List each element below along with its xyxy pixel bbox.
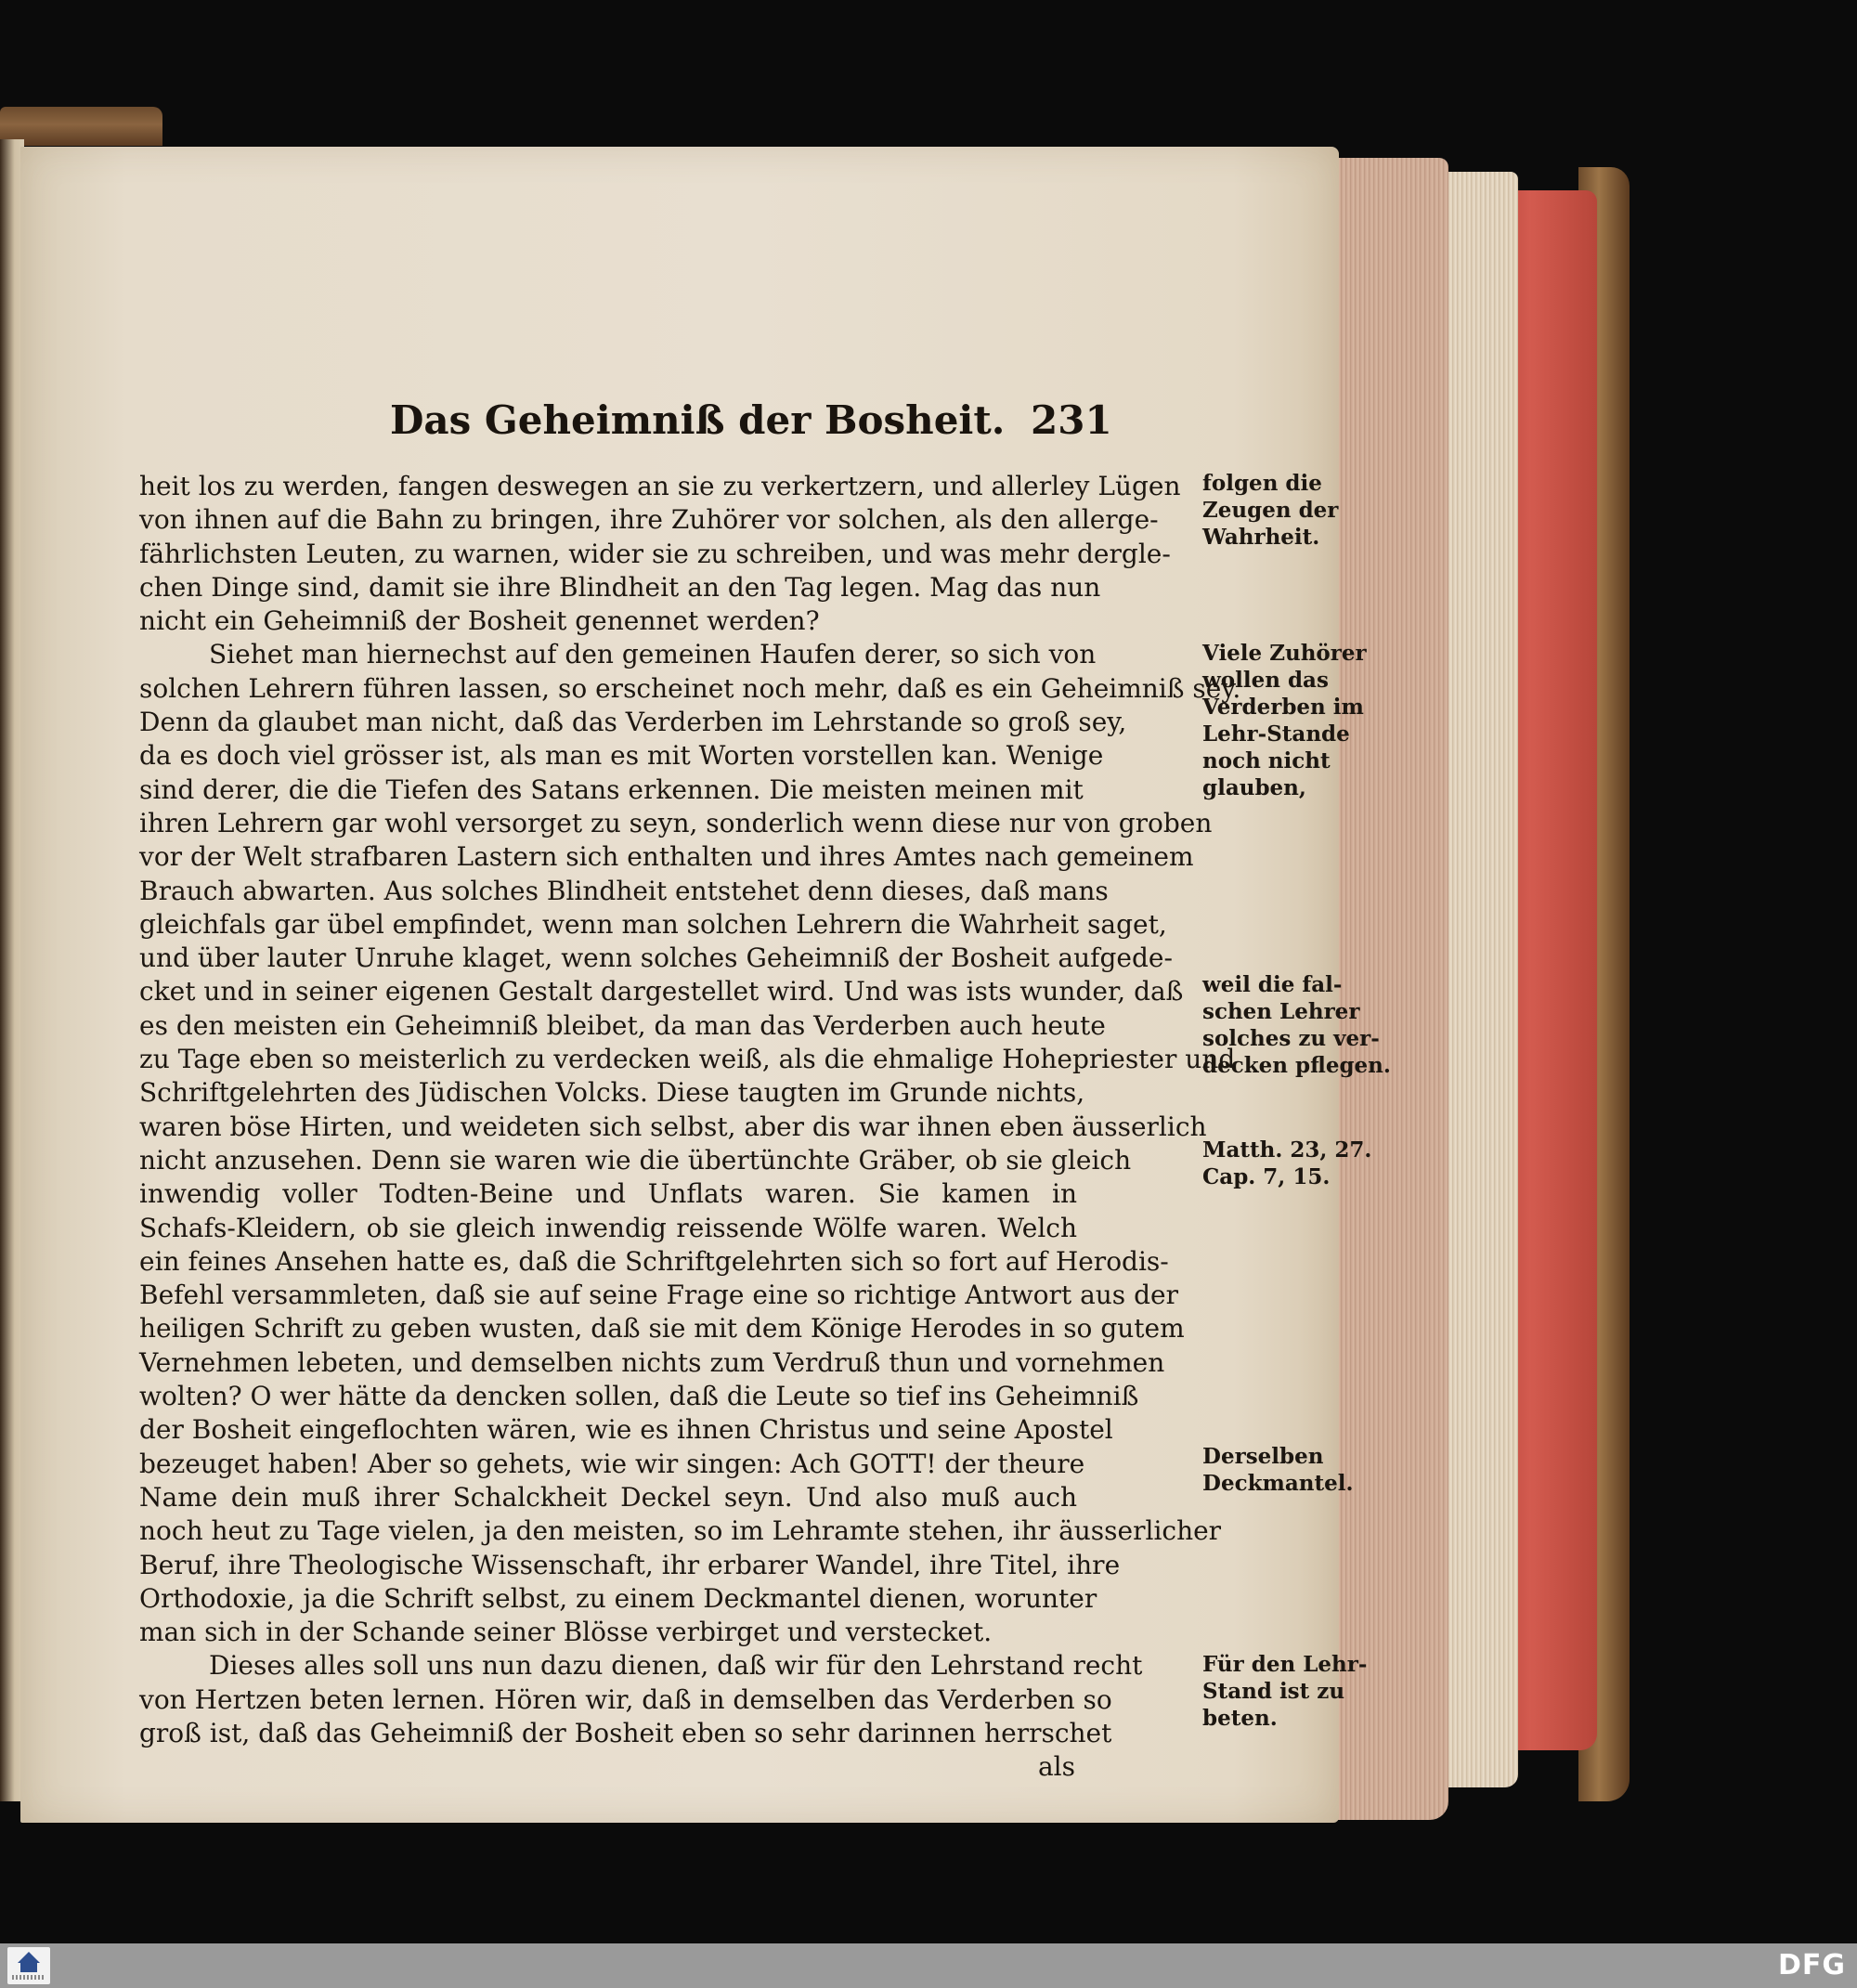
text-line: Dieses alles soll uns nun dazu dienen, daß wir für den Lehrstand recht [209, 1650, 1143, 1682]
text-line: Schafs-Kleidern, ob sie gleich inwendig reissende Wölfe waren. Welch [139, 1212, 1077, 1243]
text-line: Vernehmen lebeten, und demselben nichts zum Verdruß thun und vornehmen [139, 1346, 1165, 1378]
book-page [20, 147, 1391, 1823]
margin-note: weil die fal- schen Lehrer solches zu ver- decken pflegen. [1202, 972, 1391, 1078]
text-line: fährlichsten Leuten, zu warnen, wider sie zu schreiben, und was mehr dergle- [139, 538, 1171, 569]
text-line: es den meisten ein Geheimniß bleibet, da man das Verderben auch heute [139, 1009, 1106, 1041]
text-line: groß ist, daß das Geheimniß der Bosheit eben so sehr darinnen herrschet [139, 1717, 1112, 1748]
text-line: da es doch viel grösser ist, als man es mit Worten vorstellen kan. Wenige [139, 740, 1104, 772]
text-line: von Hertzen beten lernen. Hören wir, daß in demselben das Verderben so [139, 1683, 1112, 1715]
margin-note: Derselben Deckmantel. [1202, 1444, 1354, 1496]
text-line: heit los zu werden, fangen deswegen an sie zu verkertzern, und allerley Lügen [139, 471, 1181, 501]
text-line: Siehet man hiernechst auf den gemeinen Haufen derer, so sich von [209, 639, 1097, 670]
viewer-footer-bar [0, 1943, 1857, 1988]
text-line: nicht ein Geheimniß der Bosheit genennet werden? [139, 605, 820, 637]
page-block-edge-inner [1444, 172, 1518, 1787]
text-line: man sich in der Schande seiner Blösse verbirget und verstecket. [139, 1617, 993, 1648]
margin-note: Viele Zuhörer wollen das Verderben im Lehr-Stande noch nicht glauben, [1202, 641, 1367, 800]
text-line: nicht anzusehen. Denn sie waren wie die übertünchte Gräber, ob sie gleich [139, 1144, 1132, 1176]
text-line: solchen Lehrern führen lassen, so erscheinet noch mehr, daß es ein Geheimniß sey. [139, 672, 1241, 704]
text-line: vor der Welt strafbaren Lastern sich enthalten und ihres Amtes nach gemeinem [139, 841, 1194, 873]
text-line: inwendig voller Todten-Beine und Unflats waren. Sie kamen in [139, 1178, 1077, 1210]
text-line: zu Tage eben so meisterlich zu verdecken weiß, als die ehmalige Hohepriester und [139, 1044, 1236, 1075]
institution-logo-icon [7, 1947, 50, 1984]
text-line: und über lauter Unruhe klaget, wenn solches Geheimniß der Bosheit aufgede- [139, 942, 1173, 974]
page-number: 231 [1031, 397, 1112, 443]
text-line: Denn da glaubet man nicht, daß das Verderben im Lehrstande so groß sey, [139, 707, 1127, 738]
text-line: ihren Lehrern gar wohl versorget zu seyn, sonderlich wenn diese nur von groben [139, 807, 1213, 838]
margin-note: folgen die Zeugen der Wahrheit. [1202, 471, 1339, 550]
text-line: Schriftgelehrten des Jüdischen Volcks. Diese taugten im Grunde nichts, [139, 1077, 1085, 1109]
text-line: Brauch abwarten. Aus solches Blindheit entstehet denn dieses, daß mans [139, 875, 1109, 906]
text-line: heiligen Schrift zu geben wusten, daß sie mit dem Könige Herodes in so gutem [139, 1313, 1185, 1345]
text-line: wolten? O wer hätte da dencken sollen, daß die Leute so tief ins Geheimniß [139, 1381, 1139, 1412]
text-line: sind derer, die die Tiefen des Satans erkennen. Die meisten meinen mit [139, 773, 1084, 805]
margin-note: Matth. 23, 27. Cap. 7, 15. [1202, 1137, 1372, 1189]
text-line: Beruf, ihre Theologische Wissenschaft, ihr erbarer Wandel, ihre Titel, ihre [139, 1549, 1121, 1580]
text-line: chen Dinge sind, damit sie ihre Blindheit an den Tag legen. Mag das nun [139, 571, 1101, 603]
text-line: Name dein muß ihrer Schalckheit Deckel seyn. Und also muß auch [139, 1481, 1077, 1513]
text-line: der Bosheit eingeflochten wären, wie es ihnen Christus und seine Apostel [139, 1414, 1113, 1446]
margin-note: Für den Lehr- Stand ist zu beten. [1202, 1652, 1368, 1731]
text-line: waren böse Hirten, und weideten sich selbst, aber dis war ihnen eben äusserlich [139, 1111, 1207, 1142]
text-line: ein feines Ansehen hatte es, daß die Schriftgelehrten sich so fort auf Herodis- [139, 1245, 1169, 1277]
dfg-logo: DFG [1777, 1949, 1846, 1982]
running-title: Das Geheimniß der Bosheit. [390, 397, 1006, 443]
text-line: bezeuget haben! Aber so gehets, wie wir singen: Ach GOTT! der theure [139, 1448, 1085, 1479]
book-cover-top [0, 107, 162, 146]
text-line: gleichfals gar übel empfindet, wenn man solchen Lehrern die Wahrheit saget, [139, 908, 1167, 940]
text-line: Orthodoxie, ja die Schrift selbst, zu einem Deckmantel dienen, worunter [139, 1582, 1097, 1614]
catchword: als [1037, 1751, 1075, 1783]
text-line: von ihnen auf die Bahn zu bringen, ihre Zuhörer vor solchen, als den allerge- [139, 504, 1159, 536]
text-line: Befehl versammleten, daß sie auf seine Frage eine so richtige Antwort aus der [139, 1280, 1178, 1311]
text-line: noch heut zu Tage vielen, ja den meisten, so im Lehramte stehen, ihr äusserlicher [139, 1515, 1222, 1547]
page-header [390, 397, 1133, 453]
text-line: cket und in seiner eigenen Gestalt dargestellet wird. Und was ists wunder, daß [139, 976, 1184, 1007]
body-text [139, 470, 1391, 1785]
